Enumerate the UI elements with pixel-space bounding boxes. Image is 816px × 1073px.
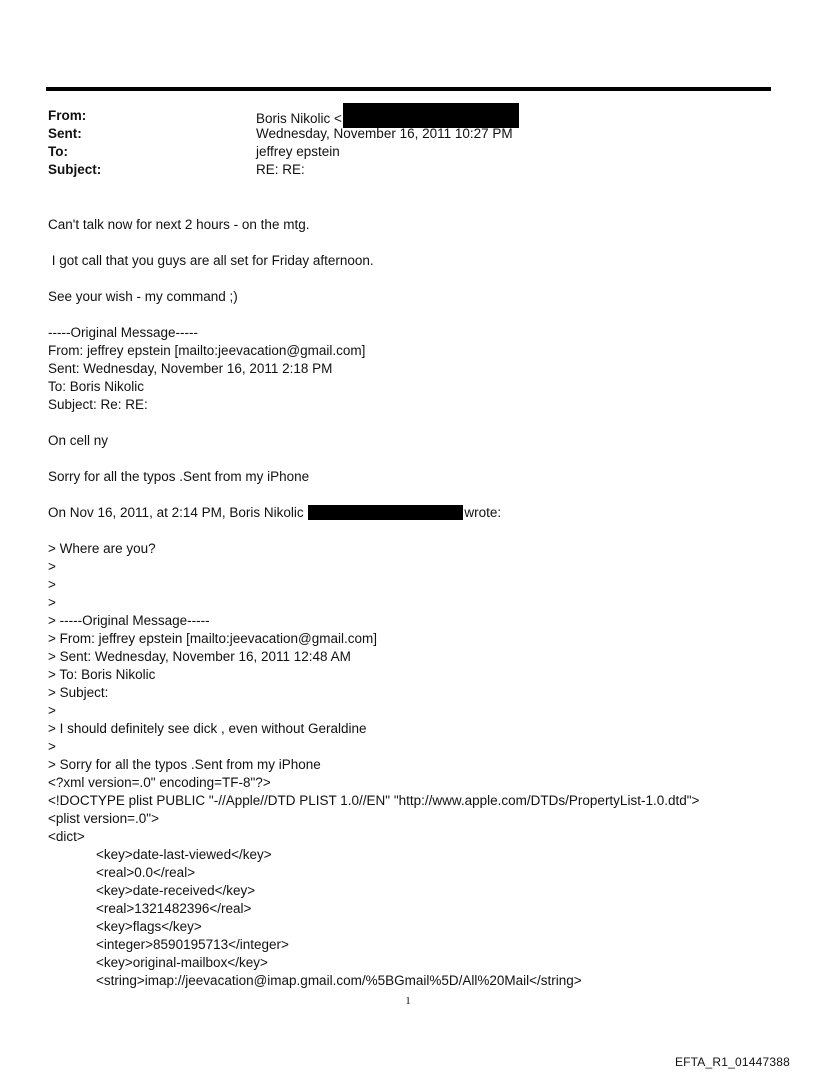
- header-rule: [46, 87, 771, 91]
- body-line-text: > From: jeffrey epstein [mailto:jeevacation@gmail.com]: [48, 631, 377, 646]
- body-line: [48, 972, 778, 990]
- body-line: [48, 450, 778, 468]
- from-label: From:: [48, 108, 87, 123]
- body-line-text: > -----Original Message-----: [48, 613, 210, 628]
- body-line-text: Sent: Wednesday, November 16, 2011 2:18 PM: [48, 361, 333, 376]
- body-line: [48, 486, 778, 504]
- email-body: [48, 216, 778, 990]
- body-line-text: Can't talk now for next 2 hours - on the mtg.: [48, 217, 310, 232]
- body-line-text: <integer>8590195713</integer>: [96, 937, 289, 952]
- body-line-text: <dict>: [48, 829, 85, 844]
- body-line: [48, 288, 778, 306]
- body-line: [48, 864, 778, 882]
- body-line-text: See your wish - my command ;): [48, 289, 238, 304]
- sent-value: Wednesday, November 16, 2011 10:27 PM: [256, 126, 513, 141]
- body-line-text: <key>date-received</key>: [96, 883, 256, 898]
- body-line-text: Sorry for all the typos .Sent from my iPhone: [48, 469, 310, 484]
- body-line: [48, 846, 778, 864]
- body-line-text: <key>original-mailbox</key>: [96, 955, 268, 970]
- body-line: [48, 252, 778, 270]
- body-line-text: -----Original Message-----: [48, 325, 199, 340]
- body-line: [48, 630, 778, 648]
- body-line-text: <string>imap://jeevacation@imap.gmail.com/%5BGmail%5D/All%20Mail</string>: [96, 973, 582, 988]
- body-line-text: > Subject:: [48, 685, 109, 700]
- body-line-text: > To: Boris Nikolic: [48, 667, 156, 682]
- body-line: [48, 360, 778, 378]
- body-line-text: On cell ny: [48, 433, 109, 448]
- body-line: [48, 504, 778, 522]
- body-line: [48, 756, 778, 774]
- body-line-text: <key>date-last-viewed</key>: [96, 847, 272, 862]
- body-line-suffix: wrote:: [464, 505, 502, 520]
- document-id: EFTA_R1_01447388: [674, 1055, 790, 1069]
- subject-value: RE: RE:: [256, 162, 305, 177]
- body-line: [48, 792, 778, 810]
- body-line-text: I got call that you guys are all set for Friday afternoon.: [48, 253, 374, 268]
- to-value: jeffrey epstein: [256, 144, 340, 159]
- body-line-text: >: [48, 703, 56, 718]
- body-line: [48, 342, 778, 360]
- body-line-text: >: [48, 577, 56, 592]
- body-line-text: <real>0.0</real>: [96, 865, 196, 880]
- body-line: [48, 270, 778, 288]
- body-line-text: <!DOCTYPE plist PUBLIC "-//Apple//DTD PLIST 1.0//EN" "http://www.apple.com/DTDs/PropertyList-1.0.dtd">: [48, 793, 700, 808]
- body-line: [48, 558, 778, 576]
- body-line-text: To: Boris Nikolic: [48, 379, 145, 394]
- body-line: [48, 900, 778, 918]
- body-line: [48, 720, 778, 738]
- body-line: [48, 468, 778, 486]
- body-line-text: >: [48, 559, 56, 574]
- from-row: [48, 107, 519, 125]
- body-line: [48, 216, 778, 234]
- to-row: [48, 143, 519, 161]
- body-line-text: From: jeffrey epstein [mailto:jeevacation@gmail.com]: [48, 343, 366, 358]
- body-line: [48, 954, 778, 972]
- body-line: [48, 324, 778, 342]
- body-line: [48, 432, 778, 450]
- body-line: [48, 738, 778, 756]
- body-line: [48, 774, 778, 792]
- body-line-text: > Where are you?: [48, 541, 156, 556]
- sent-row: [48, 125, 519, 143]
- body-line-text: > Sent: Wednesday, November 16, 2011 12:48 AM: [48, 649, 351, 664]
- body-line-text: >: [48, 595, 56, 610]
- page-number: 1: [405, 995, 411, 1007]
- body-line-text: <key>flags</key>: [96, 919, 202, 934]
- body-line-text: On Nov 16, 2011, at 2:14 PM, Boris Nikolic: [48, 505, 308, 520]
- body-line-text: > I should definitely see dick , even without Geraldine: [48, 721, 367, 736]
- sent-label: Sent:: [48, 126, 82, 141]
- body-line: [48, 612, 778, 630]
- body-line: [48, 702, 778, 720]
- redaction-box: [308, 505, 463, 520]
- body-line: [48, 828, 778, 846]
- body-line-text: >: [48, 739, 56, 754]
- from-value: Boris Nikolic <: [256, 111, 342, 127]
- body-line: [48, 396, 778, 414]
- subject-label: Subject:: [48, 162, 102, 177]
- body-line: [48, 666, 778, 684]
- body-line: [48, 594, 778, 612]
- body-line: [48, 234, 778, 252]
- to-label: To:: [48, 144, 68, 159]
- body-line: [48, 684, 778, 702]
- body-line-text: <real>1321482396</real>: [96, 901, 252, 916]
- body-line: [48, 810, 778, 828]
- body-line: [48, 648, 778, 666]
- body-line-text: <plist version=.0">: [48, 811, 159, 826]
- email-header: [48, 107, 519, 179]
- body-line: [48, 936, 778, 954]
- body-line: [48, 576, 778, 594]
- body-line-text: <?xml version=.0" encoding=TF-8"?>: [48, 775, 271, 790]
- body-line: [48, 540, 778, 558]
- body-line: [48, 918, 778, 936]
- body-line: [48, 306, 778, 324]
- body-line-text: Subject: Re: RE:: [48, 397, 148, 412]
- body-line: [48, 882, 778, 900]
- body-line: [48, 378, 778, 396]
- body-line: [48, 522, 778, 540]
- subject-row: [48, 161, 519, 179]
- body-line: [48, 414, 778, 432]
- body-line-text: > Sorry for all the typos .Sent from my iPhone: [48, 757, 321, 772]
